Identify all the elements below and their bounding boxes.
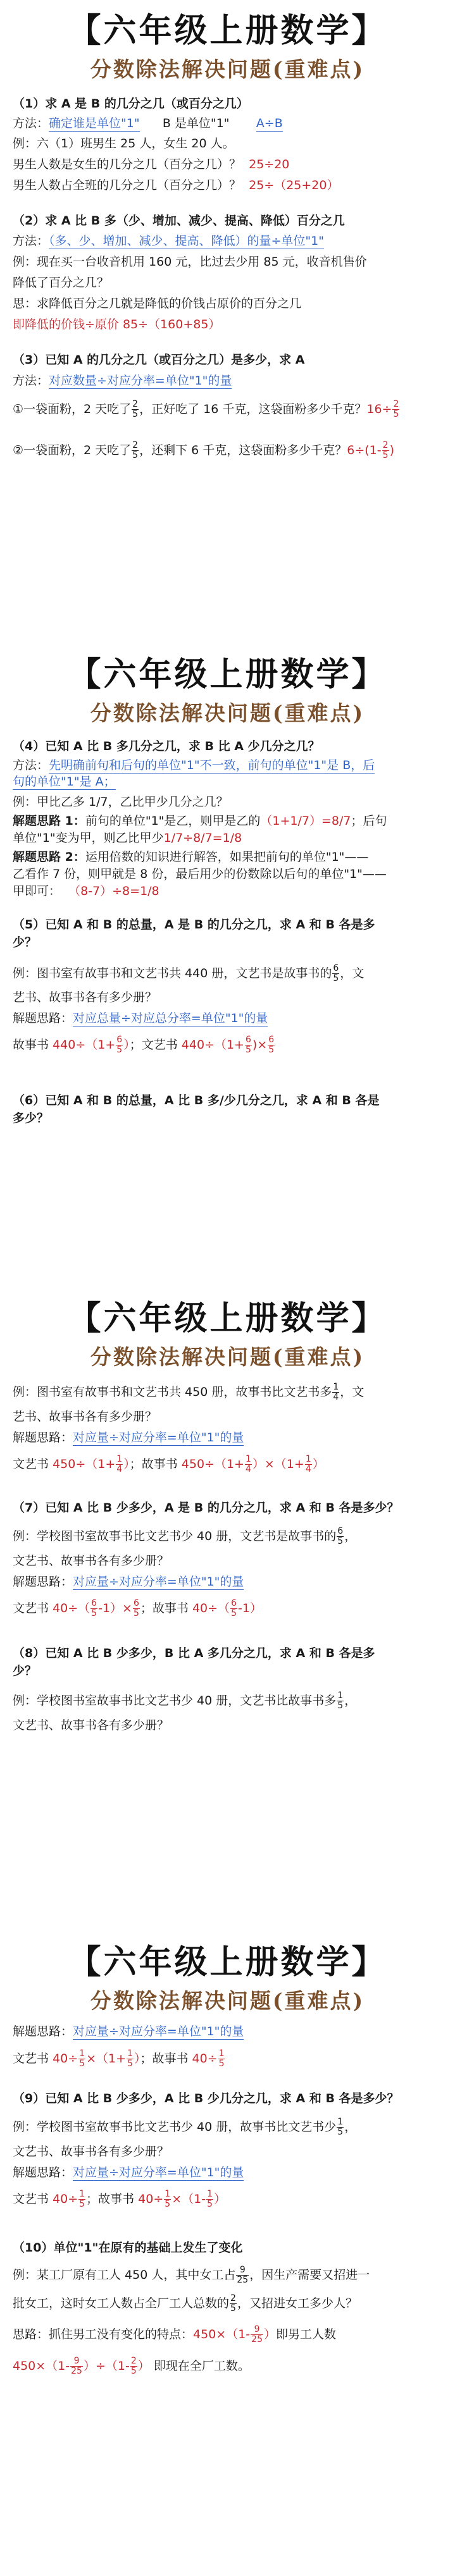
section-6-heading-line-1: （6）已知 A 和 B 的总量，A 比 B 多/少几分之几，求 A 和 B 各是 <box>13 1094 380 1107</box>
section-2-method: 方法：（多、少、增加、减少、提高、降低）的量÷单位"1" <box>13 234 325 248</box>
section-4-method-line-2: 句的单位"1"是 A； <box>13 775 116 789</box>
section-2-heading: （2）求 A 比 B 多（少、增加、减少、提高、降低）百分之几 <box>13 214 345 228</box>
section-10-example-line-2: 批女工，这时女工人数占全厂工人总数的 $\frac{2}{5}$ ，又招进女工多少人？ <box>13 2293 358 2314</box>
page-2 <box>0 644 455 1288</box>
section-6-idea: 解题思路：对应量÷对应分率=单位"1"的量 <box>13 1431 244 1445</box>
section-5-example-line-1: 例：图书室有故事书和文艺书共 440 册，文艺书是故事书的 $\frac{6}{5}$ ，文 <box>13 963 365 983</box>
section-10-example-line-1: 例：某工厂原有工人 450 人，其中女工占 $\frac{9}{25}$ ，因生产需要又招进一 <box>13 2265 370 2285</box>
page-subtitle: 分数除法解决问题(重难点) <box>90 701 365 725</box>
section-8-heading-line-2: 少？ <box>13 1664 37 1678</box>
section-7-example-line-2: 文艺书、故事书各有多少册？ <box>13 1554 170 1568</box>
section-9-idea: 解题思路：对应量÷对应分率=单位"1"的量 <box>13 2166 244 2179</box>
section-5-example-line-2: 艺书、故事书各有多少册？ <box>13 990 158 1004</box>
section-8-idea: 解题思路：对应量÷对应分率=单位"1"的量 <box>13 2024 244 2038</box>
section-10-answer: 450×（1- $\frac{9}{25}$ ）÷（1- $\frac{2}{5}$ ） 即现在全厂工数。 <box>13 2356 250 2376</box>
section-8-answer: 文艺书 40÷ $\frac{1}{5}$ ×（1+ $\frac{1}{5}$ ）；故事书 40÷ $\frac{1}{5}$ <box>13 2049 225 2069</box>
page-title: 【六年级上册数学】 <box>68 11 387 50</box>
page-subtitle: 分数除法解决问题(重难点) <box>90 1988 365 2013</box>
section-5-answer: 故事书 440÷（1+ $\frac{6}{5}$ ）；文艺书 440÷（1+ $\frac{6}{5}$ )× $\frac{6}{5}$ <box>13 1035 275 1055</box>
section-3-question-1: ①一袋面粉，2 天吃了 $\frac{2}{5}$ ，正好吃了 16 千克，这袋面粉多少千克？16÷ $\frac{2}{5}$ <box>13 399 399 419</box>
section-6-heading-line-2: 多少？ <box>13 1111 49 1125</box>
page-subtitle: 分数除法解决问题(重难点) <box>90 57 365 82</box>
section-7-example-line-1: 例：学校图书室故事书比文艺书少 40 册，文艺书是故事书的 $\frac{6}{5}$ ， <box>13 1526 357 1546</box>
section-2-example-line-2: 降低了百分之几？ <box>13 276 109 290</box>
section-4-heading: （4）已知 A 比 B 多几分之几，求 B 比 A 少几分之几？ <box>13 739 320 753</box>
section-6-answer: 文艺书 450÷（1+ $\frac{1}{4}$ ）；故事书 450÷（1+ $\frac{1}{4}$ ）×（1+ $\frac{1}{4}$ ） <box>13 1454 325 1474</box>
section-1-question-1: 男生人数是女生的几分之几（百分之几）？ 25÷20 <box>13 157 290 171</box>
section-8-heading-line-1: （8）已知 A 比 B 少多少，B 比 A 多几分之几，求 A 和 B 各是多 <box>13 1646 375 1660</box>
section-10-think: 思路：抓住男工没有变化的特点：450×（1- $\frac{9}{25}$ ）即男工人数 <box>13 2324 337 2345</box>
section-5-heading-line-1: （5）已知 A 和 B 的总量，A 是 B 的几分之几，求 A 和 B 各是多 <box>13 918 375 932</box>
section-4-method-line-1: 方法：先明确前句和后句的单位"1"不一致，前句的单位"1"是 B，后 <box>13 758 375 772</box>
section-2-answer: 即降低的价钱÷原价 85÷（160+85） <box>13 317 221 331</box>
section-9-heading: （9）已知 A 比 B 少多少，A 比 B 少几分之几，求 A 和 B 各是多少？ <box>13 2092 399 2105</box>
section-7-idea: 解题思路：对应量÷对应分率=单位"1"的量 <box>13 1575 244 1589</box>
section-5-heading-line-2: 少？ <box>13 935 37 949</box>
section-7-heading: （7）已知 A 比 B 少多少，A 是 B 的几分之几，求 A 和 B 各是多少？ <box>13 1501 399 1515</box>
section-6-example-line-2: 艺书、故事书各有多少册？ <box>13 1410 158 1424</box>
section-4-idea-2-line-2: 乙看作 7 份，则甲就是 8 份，最后用少的份数除以后句的单位"1"—— <box>13 867 387 881</box>
section-3-method: 方法：对应数量÷对应分率=单位"1"的量 <box>13 374 232 388</box>
section-10-heading: （10）单位"1"在原有的基础上发生了变化 <box>13 2241 243 2255</box>
page-title: 【六年级上册数学】 <box>68 655 387 694</box>
section-4-idea-2-line-1: 解题思路 2：运用倍数的知识进行解答，如果把前句的单位"1"—— <box>13 850 369 864</box>
section-9-answer: 文艺书 40÷ $\frac{1}{5}$ ；故事书 40÷ $\frac{1}{5}$ ×（1- $\frac{1}{5}$ ） <box>13 2189 226 2209</box>
section-3-question-2: ②一袋面粉，2 天吃了 $\frac{2}{5}$ ，还剩下 6 千克，这袋面粉多少千克？6÷(1- $\frac{2}{5}$ ) <box>13 440 394 460</box>
section-1-question-2: 男生人数占全班的几分之几（百分之几）？ 25÷（25+20） <box>13 178 339 192</box>
section-5-idea: 解题思路：对应总量÷对应总分率=单位"1"的量 <box>13 1011 268 1025</box>
section-4-idea-1-line-1: 解题思路 1：前句的单位"1"是乙，则甲是乙的（1+1/7）=8/7；后句 <box>13 814 387 828</box>
section-7-answer: 文艺书 40÷（ $\frac{6}{5}$ -1）× $\frac{6}{5}$ ；故事书 40÷（ $\frac{6}{5}$ -1） <box>13 1598 262 1618</box>
section-3-heading: （3）已知 A 的几分之几（或百分之几）是多少，求 A <box>13 353 305 367</box>
section-1-method: 方法：确定谁是单位"1" B 是单位"1" A÷B <box>13 116 283 130</box>
section-9-example-line-2: 文艺书、故事书各有多少册？ <box>13 2145 170 2159</box>
section-4-example: 例：甲比乙多 1/7，乙比甲少几分之几？ <box>13 795 228 809</box>
page-1 <box>0 0 455 644</box>
page-3 <box>0 1288 455 1932</box>
section-2-think: 思：求降低百分之几就是降低的价钱占原价的百分之几 <box>13 297 302 311</box>
section-1-example: 例：六（1）班男生 25 人，女生 20 人。 <box>13 137 235 151</box>
page-subtitle: 分数除法解决问题(重难点) <box>90 1345 365 1369</box>
section-8-example-line-2: 文艺书、故事书各有多少册？ <box>13 1718 170 1732</box>
page-title: 【六年级上册数学】 <box>68 1943 387 1981</box>
section-6-example-line-1: 例：图书室有故事书和文艺书共 450 册，故事书比文艺书多 $\frac{1}{4}$ ，文 <box>13 1382 365 1402</box>
section-9-example-line-1: 例：学校图书室故事书比文艺书少 40 册，故事书比文艺书少 $\frac{1}{5}$ ， <box>13 2117 357 2137</box>
section-4-idea-1-line-2: 单位"1"变为甲，则乙比甲少1/7÷8/7=1/8 <box>13 831 242 845</box>
page-4 <box>0 1932 455 2576</box>
section-1-heading: （1）求 A 是 B 的几分之几（或百分之几） <box>13 97 249 111</box>
section-4-idea-2-line-3: 甲即可： （8-7）÷8=1/8 <box>13 884 159 898</box>
section-2-example-line-1: 例：现在买一台收音机用 160 元，比过去少用 85 元，收音机售价 <box>13 255 367 269</box>
section-8-example-line-1: 例：学校图书室故事书比文艺书少 40 册，文艺书比故事书多 $\frac{1}{5}$ ， <box>13 1691 357 1711</box>
page-title: 【六年级上册数学】 <box>68 1299 387 1338</box>
